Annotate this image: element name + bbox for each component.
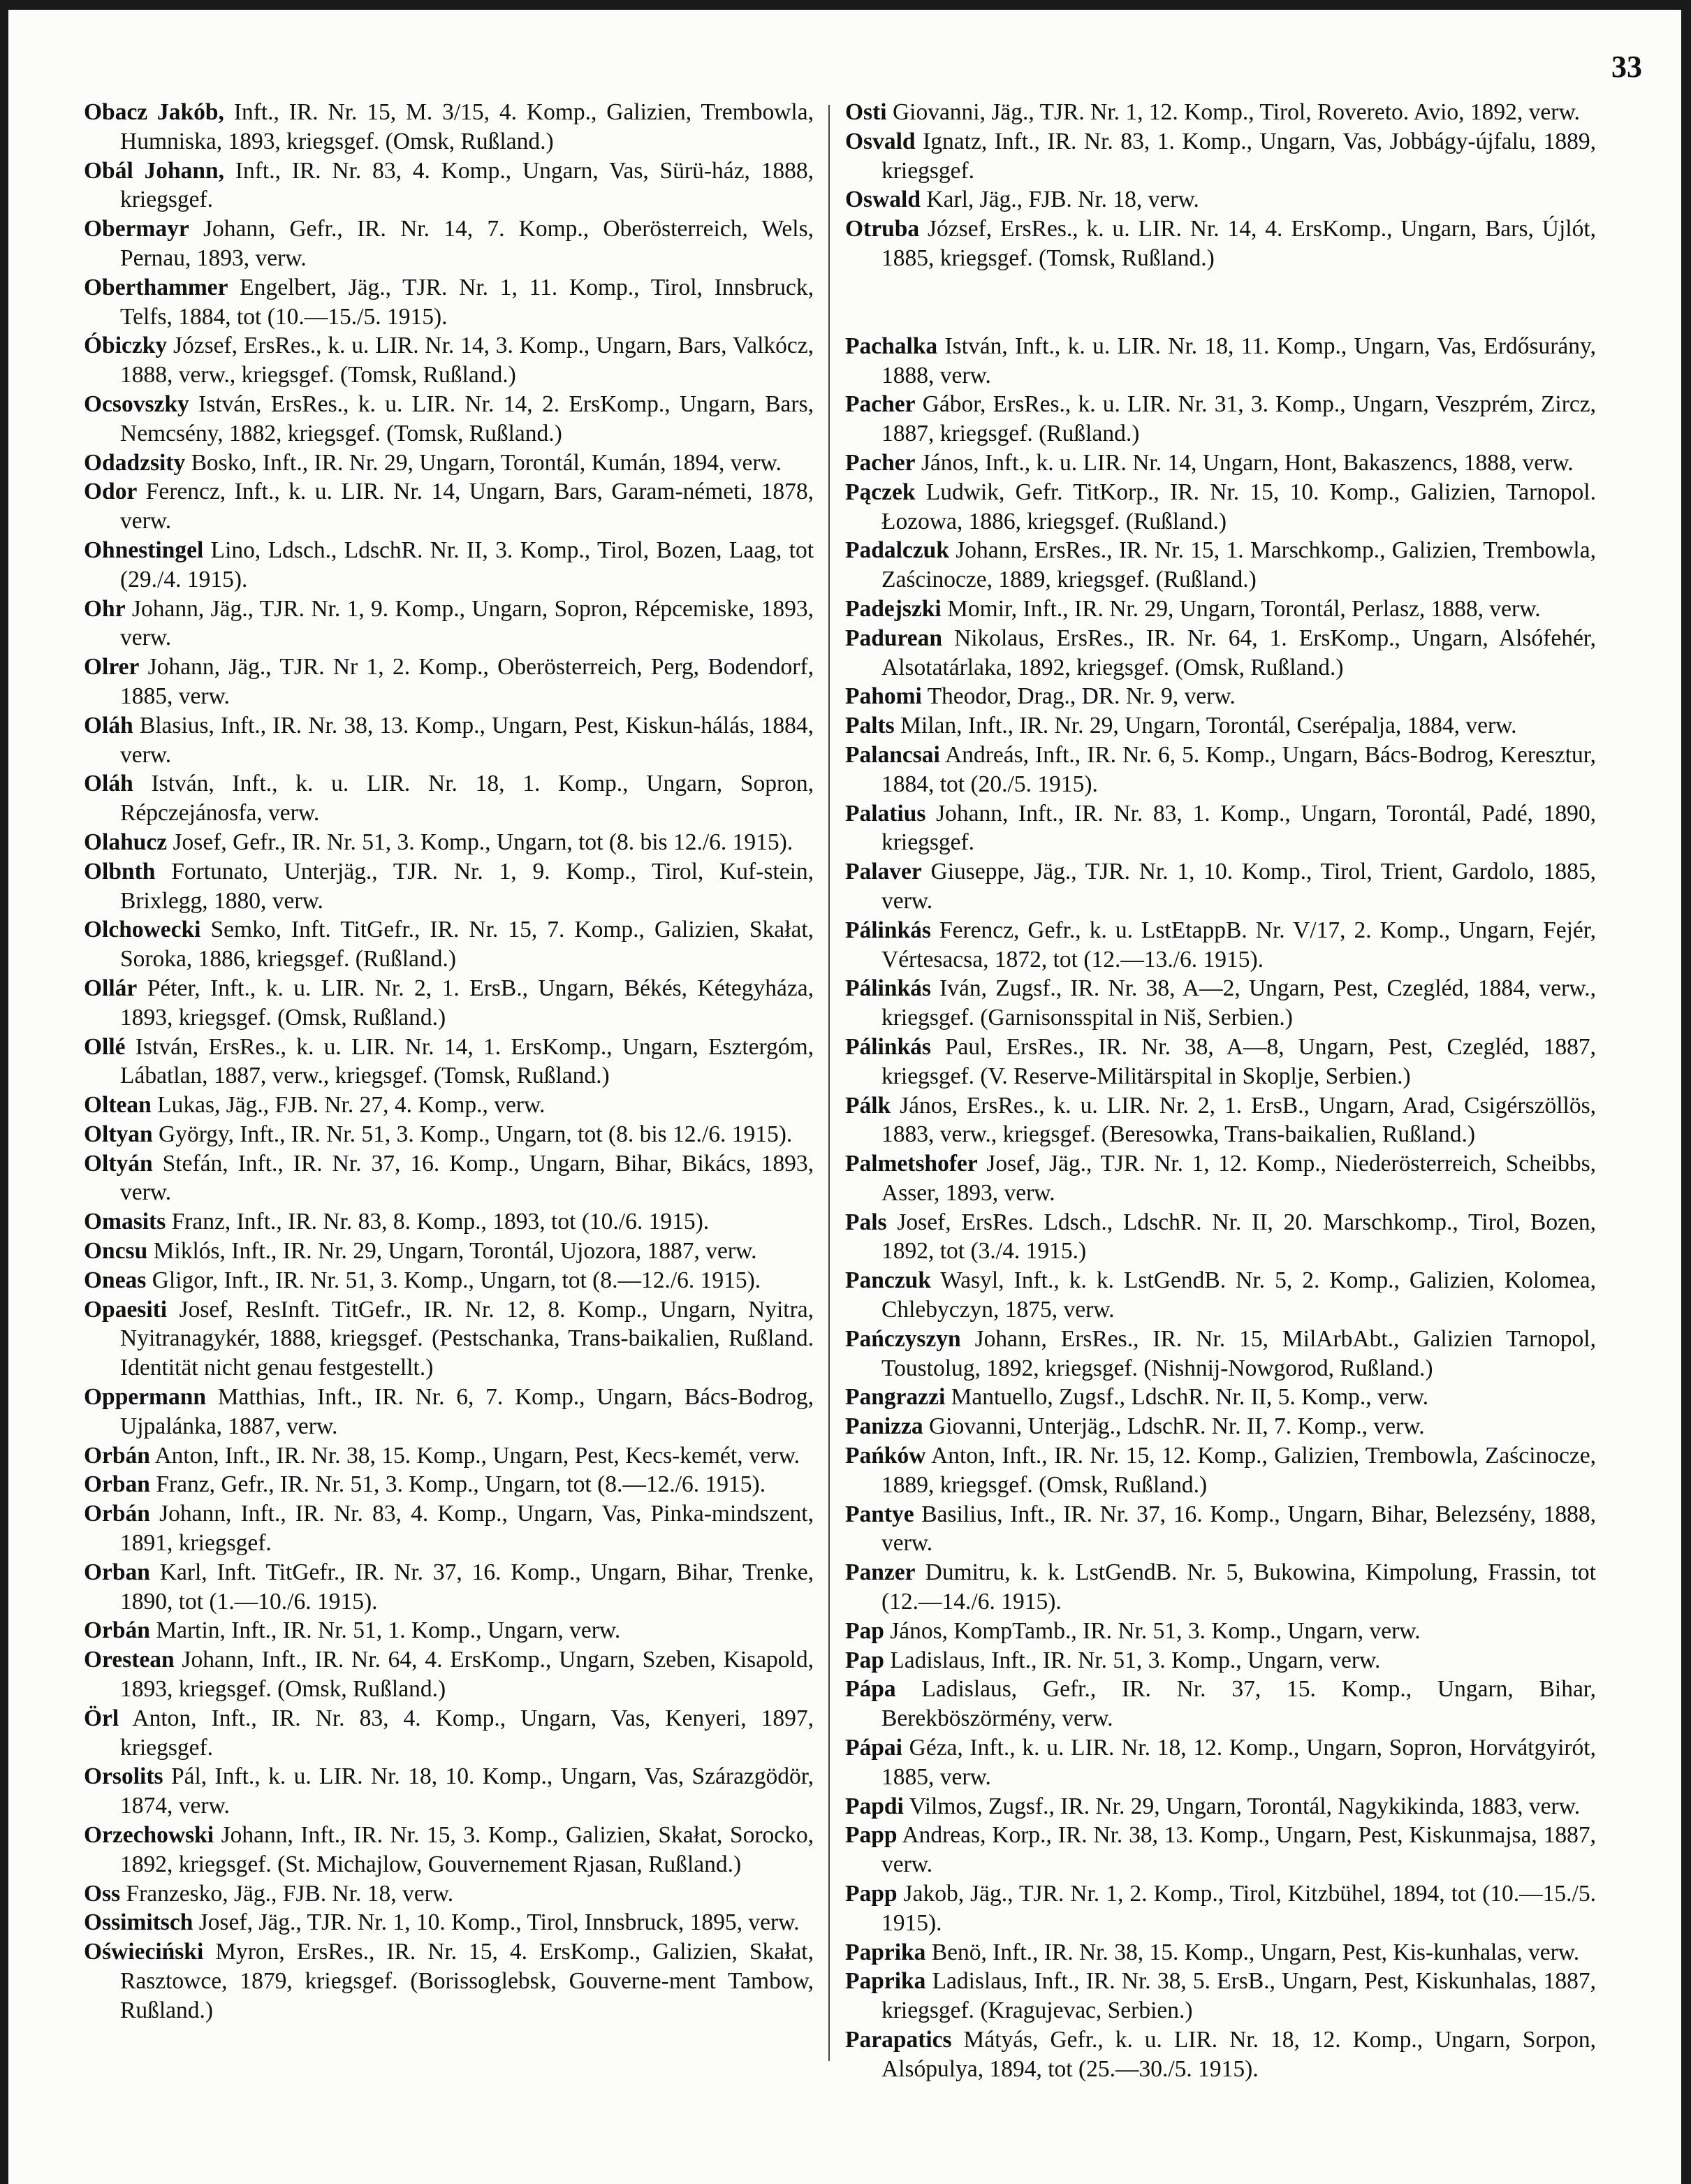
entry-surname: Ohnestingel xyxy=(84,537,204,563)
register-entry xyxy=(84,1441,814,1471)
register-entry xyxy=(84,1237,814,1266)
entry-details: Nikolaus, ErsRes., IR. Nr. 64, 1. ErsKomp., Ungarn, Alsófehér, Alsotatárlaka, 1892, kriegsgef. (Omsk, Rußland.) xyxy=(881,625,1596,680)
entry-details: Giovanni, Jäg., TJR. Nr. 1, 12. Komp., Tirol, Rovereto. Avio, 1892, verw. xyxy=(886,99,1580,125)
entry-surname: Pahomi xyxy=(845,683,922,710)
entry-details: Johann, Gefr., IR. Nr. 14, 7. Komp., Oberösterreich, Wels, Pernau, 1893, verw. xyxy=(120,216,814,271)
register-entry xyxy=(84,536,814,595)
register-entry xyxy=(845,98,1596,127)
entry-surname: Paprika xyxy=(845,1939,926,1965)
entry-details: István, ErsRes., k. u. LIR. Nr. 14, 1. ErsKomp., Ungarn, Esztergóm, Lábatlan, 1887, verw., kriegsgef. (Tomsk, Rußland.) xyxy=(120,1033,814,1089)
register-entry xyxy=(845,214,1596,273)
register-entry xyxy=(84,1937,814,2025)
entry-surname: Pachalka xyxy=(845,333,938,359)
entry-surname: Pals xyxy=(845,1209,887,1235)
entry-details: Giuseppe, Jäg., TJR. Nr. 1, 10. Komp., Tirol, Trient, Gardolo, 1885, verw. xyxy=(881,859,1596,914)
entry-details: Andreás, Inft., IR. Nr. 6, 5. Komp., Ungarn, Bács-Bodrog, Keresztur, 1884, tot (20./5. 1915). xyxy=(881,741,1596,797)
entry-surname: Oswald xyxy=(845,187,921,213)
entry-details: Basilius, Inft., IR. Nr. 37, 16. Komp., Ungarn, Bihar, Belezsény, 1888, verw. xyxy=(881,1501,1596,1557)
entry-surname: Oltean xyxy=(84,1092,152,1119)
entry-details: Gligor, Inft., IR. Nr. 51, 3. Komp., Ungarn, tot (8.—12./6. 1915). xyxy=(146,1267,761,1293)
entry-surname: Pápai xyxy=(845,1735,902,1761)
entry-details: Ladislaus, Inft., IR. Nr. 38, 5. ErsB., Ungarn, Pest, Kiskunhalas, 1887, kriegsgef. (Kragujevac, Serbien.) xyxy=(881,1968,1596,2024)
entry-details: Johann, ErsRes., IR. Nr. 15, 1. Marschkomp., Galizien, Trembowla, Zaścinocze, 1889, kriegsgef. (Rußland.) xyxy=(881,537,1596,593)
entry-surname: Papp xyxy=(845,1881,898,1907)
entry-details: Mantuello, Zugsf., LdschR. Nr. II, 5. Komp., verw. xyxy=(945,1384,1429,1411)
entry-details: Wasyl, Inft., k. k. LstGendB. Nr. 5, 2. Komp., Galizien, Kolomea, Chlebyczyn, 1875, verw. xyxy=(881,1267,1596,1323)
entry-surname: Oláh xyxy=(84,712,133,738)
register-entry xyxy=(845,857,1596,916)
register-entry xyxy=(845,1500,1596,1559)
register-entry xyxy=(845,624,1596,683)
register-entry xyxy=(845,1733,1596,1792)
entry-surname: Panizza xyxy=(845,1413,923,1440)
entry-surname: Parapatics xyxy=(845,2027,952,2053)
entry-details: Karl, Jäg., FJB. Nr. 18, verw. xyxy=(920,187,1199,213)
entry-surname: Padejszki xyxy=(845,595,942,622)
register-entry xyxy=(845,1091,1596,1150)
register-entry xyxy=(84,477,814,536)
entry-details: Martin, Inft., IR. Nr. 51, 1. Komp., Ungarn, verw. xyxy=(149,1617,621,1644)
register-entry xyxy=(845,799,1596,858)
register-entry xyxy=(845,1792,1596,1821)
entry-details: Fortunato, Unterjäg., TJR. Nr. 1, 9. Komp., Tirol, Kuf-stein, Brixlegg, 1880, verw. xyxy=(120,858,814,914)
entry-surname: Panzer xyxy=(845,1559,916,1586)
entry-surname: Paprika xyxy=(845,1968,926,1995)
entry-surname: Pacher xyxy=(845,449,916,476)
right-column-p-entries xyxy=(845,332,1596,2084)
entry-surname: Pálinkás xyxy=(845,975,931,1002)
entry-details: Pál, Inft., k. u. LIR. Nr. 18, 10. Komp., Ungarn, Vas, Szárazgödör, 1874, verw. xyxy=(120,1763,814,1819)
register-entry xyxy=(845,478,1596,537)
entry-details: Bosko, Inft., IR. Nr. 29, Ungarn, Torontál, Kumán, 1894, verw. xyxy=(185,449,782,476)
entry-surname: Padurean xyxy=(845,625,942,651)
entry-details: István, Inft., k. u. LIR. Nr. 18, 11. Komp., Ungarn, Vas, Erdősurány, 1888, verw. xyxy=(881,333,1596,388)
entry-details: Josef, Jäg., TJR. Nr. 1, 12. Komp., Niederösterreich, Scheibbs, Asser, 1893, verw. xyxy=(881,1151,1596,1206)
entry-details: Franz, Inft., IR. Nr. 83, 8. Komp., 1893, tot (10./6. 1915). xyxy=(166,1209,710,1235)
entry-surname: Oneas xyxy=(84,1267,147,1293)
entry-details: János, KompTamb., IR. Nr. 51, 3. Komp., Ungarn, verw. xyxy=(884,1617,1421,1644)
entry-surname: Oberthammer xyxy=(84,274,228,300)
register-entry xyxy=(845,1325,1596,1383)
entry-surname: Ohr xyxy=(84,595,126,622)
register-entry xyxy=(84,1558,814,1617)
register-entry xyxy=(845,595,1596,624)
entry-details: Ferencz, Gefr., k. u. LstEtappB. Nr. V/17, 2. Komp., Ungarn, Fejér, Vértesacsa, 1872, tot (12.—13./6. 1915). xyxy=(881,917,1596,973)
register-entry xyxy=(845,741,1596,799)
register-entry xyxy=(845,1383,1596,1412)
entry-surname: Oppermann xyxy=(84,1384,206,1411)
entry-surname: Oss xyxy=(84,1880,121,1907)
entry-surname: Pączek xyxy=(845,479,916,505)
entry-details: Johann, ErsRes., IR. Nr. 15, MilArbAbt., Galizien Tarnopol, Toustolug, 1892, kriegsgef. (Nishnij-Nowgorod, Rußland.) xyxy=(881,1325,1596,1381)
entry-surname: Osvald xyxy=(845,128,916,154)
entry-surname: Panczuk xyxy=(845,1267,931,1294)
entry-surname: Olahucz xyxy=(84,829,168,855)
register-entry xyxy=(845,916,1596,975)
entry-details: Johann, Inft., IR. Nr. 83, 4. Komp., Ungarn, Vas, Pinka-mindszent, 1891, kriegsgef. xyxy=(120,1501,814,1557)
register-entry xyxy=(84,1033,814,1091)
register-entry xyxy=(84,1120,814,1149)
entry-surname: Pápa xyxy=(845,1676,896,1703)
entry-details: Josef, Jäg., TJR. Nr. 1, 10. Komp., Tirol, Innsbruck, 1895, verw. xyxy=(193,1909,800,1936)
register-entry xyxy=(845,1441,1596,1500)
register-entry xyxy=(84,1645,814,1704)
entry-details: Karl, Inft. TitGefr., IR. Nr. 37, 16. Komp., Ungarn, Bihar, Trenke, 1890, tot (1.—10./6. 1915). xyxy=(120,1559,814,1615)
entry-surname: Oltyán xyxy=(84,1150,153,1177)
entry-surname: Opaesiti xyxy=(84,1296,168,1323)
entry-details: Lino, Ldsch., LdschR. Nr. II, 3. Komp., Tirol, Bozen, Laag, tot (29./4. 1915). xyxy=(120,537,814,592)
register-entry xyxy=(84,214,814,273)
register-entry xyxy=(84,1499,814,1558)
entry-details: Anton, Inft., IR. Nr. 38, 15. Komp., Ungarn, Pest, Kecs-kemét, verw. xyxy=(149,1442,800,1469)
entry-details: Johann, Jäg., TJR. Nr 1, 2. Komp., Oberösterreich, Perg, Bodendorf, 1885, verw. xyxy=(120,654,814,709)
entry-details: Ignatz, Inft., IR. Nr. 83, 1. Komp., Ungarn, Vas, Jobbágy-újfalu, 1889, kriegsgef. xyxy=(881,128,1596,184)
register-entry xyxy=(845,1033,1596,1091)
entry-surname: Omasits xyxy=(84,1209,166,1235)
register-entry xyxy=(845,682,1596,711)
entry-surname: Palancsai xyxy=(845,741,940,768)
entry-surname: Orban xyxy=(84,1559,150,1585)
register-entry xyxy=(845,1821,1596,1879)
entry-details: István, Inft., k. u. LIR. Nr. 18, 1. Komp., Ungarn, Sopron, Répczejánosfa, verw. xyxy=(120,771,814,827)
entry-surname: Orbán xyxy=(84,1442,150,1469)
register-entry xyxy=(845,1617,1596,1646)
entry-details: János, ErsRes., k. u. LIR. Nr. 2, 1. ErsB., Ungarn, Arad, Csigérszöllös, 1883, verw., kriegsgef. (Beresowka, Trans-baikalien, Rußland.) xyxy=(881,1092,1596,1148)
register-entry xyxy=(845,974,1596,1033)
entry-details: Semko, Inft. TitGefr., IR. Nr. 15, 7. Komp., Galizien, Skałat, Soroka, 1886, kriegsgef. (Rußland.) xyxy=(120,917,814,973)
entry-surname: Oświeciński xyxy=(84,1939,204,1965)
register-entry xyxy=(845,1149,1596,1208)
entry-surname: Olrer xyxy=(84,654,140,680)
register-entry xyxy=(84,273,814,332)
entry-details: Ladislaus, Gefr., IR. Nr. 37, 15. Komp., Ungarn, Bihar, Berekböszörmény, verw. xyxy=(881,1676,1596,1732)
entry-surname: Óbiczky xyxy=(84,333,168,359)
entry-surname: Obacz Jakób, xyxy=(84,99,224,125)
column-divider xyxy=(828,105,830,2061)
entry-surname: Obermayr xyxy=(84,216,189,242)
register-entry xyxy=(84,769,814,828)
entry-surname: Pacher xyxy=(845,391,916,418)
entry-details: Ludwik, Gefr. TitKorp., IR. Nr. 15, 10. Komp., Galizien, Tarnopol. Łozowa, 1886, kriegsgef. (Rußland.) xyxy=(881,479,1596,534)
register-entry xyxy=(84,1908,814,1937)
register-entry xyxy=(84,828,814,857)
register-entry xyxy=(845,449,1596,478)
register-entry xyxy=(84,390,814,449)
entry-details: József, ErsRes., k. u. LIR. Nr. 14, 3. Komp., Ungarn, Bars, Valkócz, 1888, verw., kriegsgef. (Tomsk, Rußland.) xyxy=(120,333,814,388)
register-entry xyxy=(845,127,1596,186)
register-entry xyxy=(84,595,814,653)
entry-details: Johann, Inft., IR. Nr. 15, 3. Komp., Galizien, Skałat, Sorocko, 1892, kriegsgef. (St. Michajlow, Gouvernement Rjasan, Rußland.) xyxy=(120,1822,814,1877)
register-entry xyxy=(84,857,814,916)
entry-details: József, ErsRes., k. u. LIR. Nr. 14, 4. ErsKomp., Ungarn, Bars, Újlót, 1885, kriegsgef. (Tomsk, Rußland.) xyxy=(881,216,1596,271)
scan-edge-right xyxy=(1681,0,1691,2184)
entry-details: Franzesko, Jäg., FJB. Nr. 18, verw. xyxy=(120,1880,454,1907)
register-entry xyxy=(845,1675,1596,1733)
entry-surname: Ocsovszky xyxy=(84,391,189,417)
entry-details: Matthias, Inft., IR. Nr. 6, 7. Komp., Ungarn, Bács-Bodrog, Ujpalánka, 1887, verw. xyxy=(120,1384,814,1439)
register-entry xyxy=(84,1091,814,1120)
register-entry xyxy=(845,1208,1596,1267)
register-entry xyxy=(84,1704,814,1763)
entry-surname: Pangrazzi xyxy=(845,1384,946,1411)
entry-details: Josef, Gefr., IR. Nr. 51, 3. Komp., Ungarn, tot (8. bis 12./6. 1915). xyxy=(167,829,793,855)
register-entry xyxy=(84,1879,814,1909)
entry-details: Mátyás, Gefr., k. u. LIR. Nr. 18, 12. Komp., Ungarn, Sorpon, Alsópulya, 1894, tot (25.—30./5. 1915). xyxy=(881,2027,1596,2082)
entry-surname: Ollár xyxy=(84,975,138,1001)
entry-details: Ladislaus, Inft., IR. Nr. 51, 3. Komp., Ungarn, verw. xyxy=(884,1647,1381,1673)
scan-edge-top xyxy=(0,0,1691,10)
entry-surname: Ollé xyxy=(84,1033,126,1060)
entry-details: István, ErsRes., k. u. LIR. Nr. 14, 2. ErsKomp., Ungarn, Bars, Nemcsény, 1882, kriegsgef. (Tomsk, Rußland.) xyxy=(120,391,814,446)
right-column-o-entries xyxy=(845,98,1596,273)
register-entry xyxy=(84,974,814,1033)
entry-surname: Osti xyxy=(845,99,887,125)
entry-details: Giovanni, Unterjäg., LdschR. Nr. II, 7. Komp., verw. xyxy=(923,1413,1425,1440)
entry-surname: Palaver xyxy=(845,859,922,885)
entry-details: Franz, Gefr., IR. Nr. 51, 3. Komp., Ungarn, tot (8.—12./6. 1915). xyxy=(149,1471,766,1498)
register-entry xyxy=(84,449,814,478)
entry-details: Miklós, Inft., IR. Nr. 29, Ungarn, Torontál, Ujozora, 1887, verw. xyxy=(147,1238,757,1265)
entry-details: Gábor, ErsRes., k. u. LIR. Nr. 31, 3. Komp., Ungarn, Veszprém, Zircz, 1887, kriegsgef. (Rußland.) xyxy=(881,391,1596,447)
entry-details: Johann, Inft., IR. Nr. 83, 1. Komp., Ungarn, Torontál, Padé, 1890, kriegsgef. xyxy=(881,800,1596,856)
entry-surname: Otruba xyxy=(845,216,920,242)
register-entry xyxy=(84,1207,814,1237)
entry-details: Inft., IR. Nr. 83, 4. Komp., Ungarn, Vas, Sürü-ház, 1888, kriegsgef. xyxy=(120,157,814,213)
entry-surname: Palts xyxy=(845,713,895,739)
entry-surname: Palmetshofer xyxy=(845,1151,978,1177)
register-entry xyxy=(84,1470,814,1499)
register-entry xyxy=(845,1646,1596,1675)
entry-surname: Pap xyxy=(845,1647,884,1673)
entry-surname: Orestean xyxy=(84,1647,175,1673)
entry-details: Iván, Zugsf., IR. Nr. 38, A—2, Ungarn, Pest, Czegléd, 1884, verw., kriegsgef. (Garnisonsspital in Niš, Serbien.) xyxy=(881,975,1596,1031)
register-entry xyxy=(845,390,1596,449)
entry-surname: Pańczyszyn xyxy=(845,1325,961,1352)
register-entry xyxy=(84,156,814,215)
entry-details: Engelbert, Jäg., TJR. Nr. 1, 11. Komp., Tirol, Innsbruck, Telfs, 1884, tot (10.—15./5. 1915). xyxy=(120,274,814,330)
entry-surname: Pálinkás xyxy=(845,1033,931,1060)
entry-surname: Olbnth xyxy=(84,858,156,884)
entry-details: Jakob, Jäg., TJR. Nr. 1, 2. Komp., Tirol, Kitzbühel, 1894, tot (10.—15./5. 1915). xyxy=(881,1881,1596,1936)
register-entry xyxy=(84,1149,814,1208)
left-column xyxy=(84,98,814,2025)
entry-surname: Oltyan xyxy=(84,1121,153,1147)
entry-details: Ferencz, Inft., k. u. LIR. Nr. 14, Ungarn, Bars, Garam-németi, 1878, verw. xyxy=(120,479,814,534)
entry-details: Inft., IR. Nr. 15, M. 3/15, 4. Komp., Galizien, Trembowla, Humniska, 1893, kriegsgef. (Omsk, Rußland.) xyxy=(120,99,814,154)
register-entry xyxy=(845,1879,1596,1938)
register-entry xyxy=(845,1967,1596,2025)
entry-details: Dumitru, k. k. LstGendB. Nr. 5, Bukowina, Kimpolung, Frassin, tot (12.—14./6. 1915). xyxy=(881,1559,1596,1615)
register-entry xyxy=(84,1383,814,1441)
page-number: 33 xyxy=(1611,50,1642,84)
entry-details: Josef, ResInft. TitGefr., IR. Nr. 12, 8. Komp., Ungarn, Nyitra, Nyitranagykér, 1888, kriegsgef. (Pestschanka, Trans-baikalien, Rußland. Identität nicht genau festgestellt.) xyxy=(120,1296,814,1381)
entry-surname: Oncsu xyxy=(84,1238,148,1265)
register-entry xyxy=(845,536,1596,595)
entry-details: Lukas, Jäg., FJB. Nr. 27, 4. Komp., verw. xyxy=(151,1092,546,1119)
register-entry xyxy=(845,332,1596,391)
entry-details: Johann, Jäg., TJR. Nr. 1, 9. Komp., Ungarn, Sopron, Répcemiske, 1893, verw. xyxy=(120,595,814,651)
entry-surname: Orbán xyxy=(84,1617,150,1644)
register-entry xyxy=(84,1821,814,1879)
entry-details: Johann, Inft., IR. Nr. 64, 4. ErsKomp., Ungarn, Szeben, Kisapold, 1893, kriegsgef. (Omsk, Rußland.) xyxy=(120,1647,814,1703)
register-entry xyxy=(84,98,814,156)
entry-details: Blasius, Inft., IR. Nr. 38, 13. Komp., Ungarn, Pest, Kiskun-hálás, 1884, verw. xyxy=(120,712,814,768)
entry-details: Momir, Inft., IR. Nr. 29, Ungarn, Torontál, Perlasz, 1888, verw. xyxy=(941,595,1541,622)
entry-details: János, Inft., k. u. LIR. Nr. 14, Ungarn, Hont, Bakaszencs, 1888, verw. xyxy=(915,449,1574,476)
register-entry xyxy=(84,915,814,974)
register-entry xyxy=(84,1295,814,1383)
entry-details: Géza, Inft., k. u. LIR. Nr. 18, 12. Komp., Ungarn, Sopron, Horvátgyirót, 1885, verw. xyxy=(881,1735,1596,1790)
entry-surname: Olchowecki xyxy=(84,917,201,943)
register-entry xyxy=(84,331,814,390)
entry-details: Milan, Inft., IR. Nr. 29, Ungarn, Torontál, Cserépalja, 1884, verw. xyxy=(894,713,1517,739)
entry-surname: Pálk xyxy=(845,1092,891,1119)
register-entry xyxy=(845,711,1596,741)
entry-surname: Orbán xyxy=(84,1501,150,1527)
register-entry xyxy=(845,1558,1596,1617)
register-entry xyxy=(845,1412,1596,1441)
entry-details: Josef, ErsRes. Ldsch., LdschR. Nr. II, 20. Marschkomp., Tirol, Bozen, 1892, tot (3./4. 1915.) xyxy=(881,1209,1596,1265)
entry-details: Paul, ErsRes., IR. Nr. 38, A—8, Ungarn, Pest, Czegléd, 1887, kriegsgef. (V. Reserve-Militärspital in Skoplje, Serbien.) xyxy=(881,1033,1596,1089)
register-entry xyxy=(845,1266,1596,1325)
entry-details: Myron, ErsRes., IR. Nr. 15, 4. ErsKomp., Galizien, Skałat, Rasztowce, 1879, kriegsgef. (Borissoglebsk, Gouverne-ment Tambow, Rußland.) xyxy=(120,1939,814,2023)
entry-surname: Obál Johann, xyxy=(84,157,225,184)
entry-details: Benö, Inft., IR. Nr. 38, 15. Komp., Ungarn, Pest, Kis-kunhalas, verw. xyxy=(925,1939,1580,1965)
entry-surname: Orban xyxy=(84,1471,150,1498)
entry-details: Anton, Inft., IR. Nr. 83, 4. Komp., Ungarn, Vas, Kenyeri, 1897, kriegsgef. xyxy=(119,1705,814,1761)
entry-surname: Pantye xyxy=(845,1501,914,1527)
right-column xyxy=(845,98,1596,2084)
register-entry xyxy=(84,711,814,770)
register-entry xyxy=(84,1266,814,1295)
entry-details: Anton, Inft., IR. Nr. 15, 12. Komp., Galizien, Trembowla, Zaścinocze, 1889, kriegsgef. (Omsk, Rußland.) xyxy=(881,1443,1596,1498)
register-entry xyxy=(84,1616,814,1645)
section-gap xyxy=(845,273,1596,332)
entry-surname: Pap xyxy=(845,1617,884,1644)
entry-surname: Papp xyxy=(845,1822,898,1849)
entry-details: Vilmos, Zugsf., IR. Nr. 29, Ungarn, Torontál, Nagykikinda, 1883, verw. xyxy=(903,1793,1581,1819)
entry-details: Stefán, Inft., IR. Nr. 37, 16. Komp., Ungarn, Bihar, Bikács, 1893, verw. xyxy=(120,1150,814,1206)
entry-details: Andreas, Korp., IR. Nr. 38, 13. Komp., Ungarn, Pest, Kiskunmajsa, 1887, verw. xyxy=(881,1822,1596,1878)
register-entry xyxy=(84,653,814,711)
entry-surname: Pańków xyxy=(845,1443,926,1469)
entry-surname: Papdi xyxy=(845,1793,904,1819)
entry-surname: Odadzsity xyxy=(84,449,186,476)
entry-surname: Orzechowski xyxy=(84,1822,214,1849)
entry-surname: Palatius xyxy=(845,800,926,827)
entry-surname: Ossimitsch xyxy=(84,1909,193,1936)
register-entry xyxy=(84,1762,814,1821)
register-entry xyxy=(845,2025,1596,2084)
entry-surname: Odor xyxy=(84,479,138,505)
entry-surname: Padalczuk xyxy=(845,537,949,564)
register-entry xyxy=(845,1938,1596,1967)
entry-surname: Oláh xyxy=(84,771,133,797)
register-entry xyxy=(845,185,1596,214)
entry-surname: Pálinkás xyxy=(845,917,931,943)
entry-details: Theodor, Drag., DR. Nr. 9, verw. xyxy=(921,683,1236,710)
entry-details: Péter, Inft., k. u. LIR. Nr. 2, 1. ErsB., Ungarn, Békés, Kétegyháza, 1893, kriegsgef. (Omsk, Rußland.) xyxy=(120,975,814,1031)
entry-surname: Orsolits xyxy=(84,1763,163,1790)
entry-surname: Örl xyxy=(84,1705,119,1731)
entry-details: György, Inft., IR. Nr. 51, 3. Komp., Ungarn, tot (8. bis 12./6. 1915). xyxy=(152,1121,793,1147)
scan-edge-left xyxy=(0,0,8,2184)
